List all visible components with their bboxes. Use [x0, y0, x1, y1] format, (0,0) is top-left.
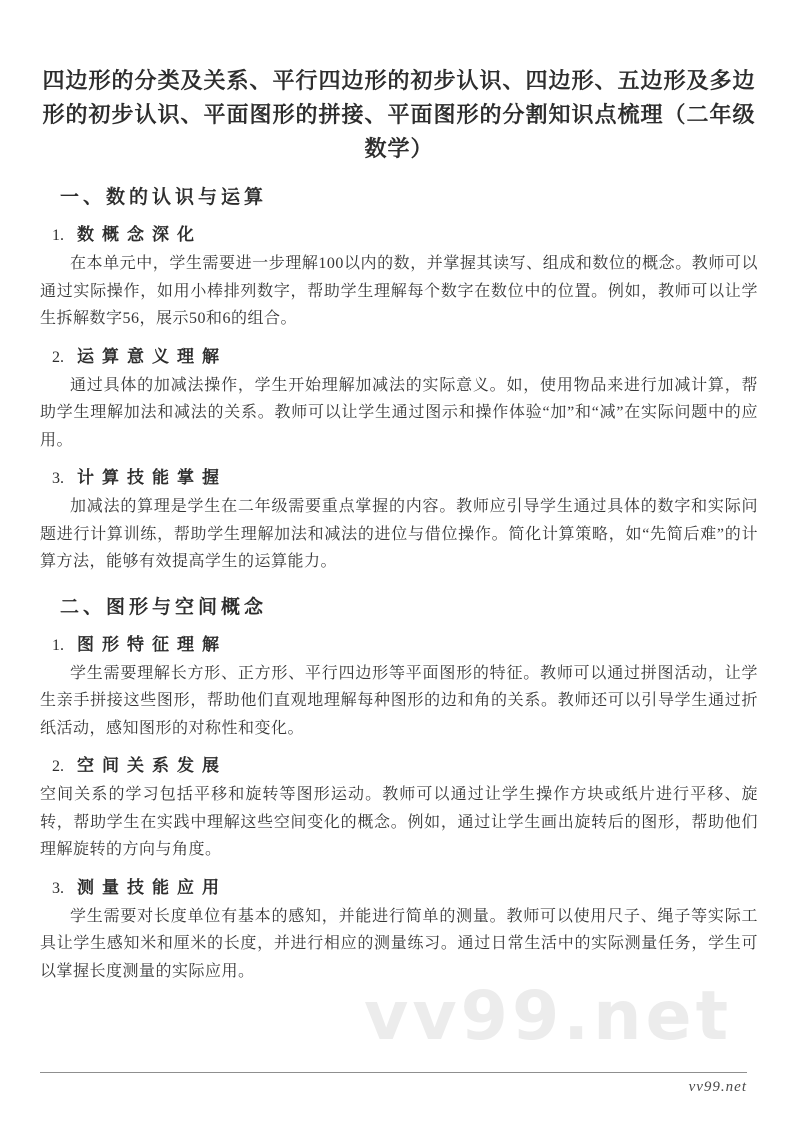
section-2-item-1-paragraph: 学生需要理解长方形、正方形、平行四边形等平面图形的特征。教师可以通过拼图活动，让学生亲手拼接这些图形，帮助他们直观地理解每种图形的边和角的关系。教师还可以引导学生通过折纸活动，感知图形的对称性和变化。 — [40, 664, 758, 737]
item-title: 计算技能掌握 — [77, 468, 227, 487]
footer-site-label: vv99.net — [688, 1079, 747, 1095]
section-1-item-3-paragraph: 加减法的算理是学生在二年级需要重点掌握的内容。教师应引导学生通过具体的数字和实际问题进行计算训练，帮助学生理解加法和减法的进位与借位操作。简化计算策略，如“先简后难”的计算方法，能够有效提高学生的运算能力。 — [40, 498, 758, 570]
item-title: 空间关系发展 — [77, 756, 227, 775]
section-1-item-3-heading — [40, 466, 758, 491]
item-number: 3. — [52, 470, 64, 487]
item-title: 测量技能应用 — [77, 877, 227, 897]
section-2-item-3-paragraph: 学生需要对长度单位有基本的感知，并能进行简单的测量。教师可以使用尺子、绳子等实际工具让学生感知米和厘米的长度，并进行相应的测量练习。通过日常生活中的实际测量任务，学生可以掌握长度测量的实际应用。 — [40, 907, 758, 980]
section-2-item-1-heading — [40, 633, 758, 658]
section-shapes-and-space — [40, 595, 758, 986]
section-1-item-1-paragraph: 在本单元中，学生需要进一步理解100以内的数，并掌握其读写、组成和数位的概念。教师可以通过实际操作，如用小棒排列数字，帮助学生理解每个数字在数位中的位置。例如，教师可以让学生拆解数字56，展示50和6的组合。 — [40, 255, 758, 327]
section-1-item-2-heading — [40, 345, 758, 370]
footer-divider — [40, 1072, 747, 1073]
item-title: 数概念深化 — [77, 225, 202, 244]
item-number: 1. — [52, 636, 64, 654]
section-numbers-and-operations — [40, 185, 758, 576]
section-2-item-2-heading — [40, 754, 758, 779]
section-2-item-2-paragraph: 空间关系的学习包括平移和旋转等图形运动。教师可以通过让学生操作方块或纸片进行平移、旋转，帮助学生在实践中理解这些空间变化的概念。例如，通过让学生画出旋转后的图形，帮助他们理解旋转的方向与角度。 — [40, 786, 758, 858]
section-1-item-1-heading — [40, 223, 758, 248]
item-number: 2. — [52, 758, 64, 775]
watermark: vv99.net — [364, 977, 733, 1056]
section-1-heading: 一、数的认识与运算 — [60, 187, 268, 208]
section-1-item-2-paragraph: 通过具体的加减法操作，学生开始理解加减法的实际意义。如，使用物品来进行加减计算，帮助学生理解加法和减法的关系。教师可以让学生通过图示和操作体验“加”和“减”在实际问题中的应用。 — [40, 376, 758, 449]
item-number: 1. — [52, 227, 64, 244]
item-number: 2. — [52, 348, 64, 366]
section-2-item-3-heading — [40, 876, 758, 901]
section-2-heading: 二、图形与空间概念 — [60, 596, 268, 618]
item-title: 运算意义理解 — [77, 346, 227, 366]
item-number: 3. — [52, 879, 64, 897]
item-title: 图形特征理解 — [77, 634, 227, 654]
document-title: 四边形的分类及关系、平行四边形的初步认识、四边形、五边形及多边形的初步认识、平面图形的拼接、平面图形的分割知识点梳理（二年级数学） — [42, 68, 756, 161]
